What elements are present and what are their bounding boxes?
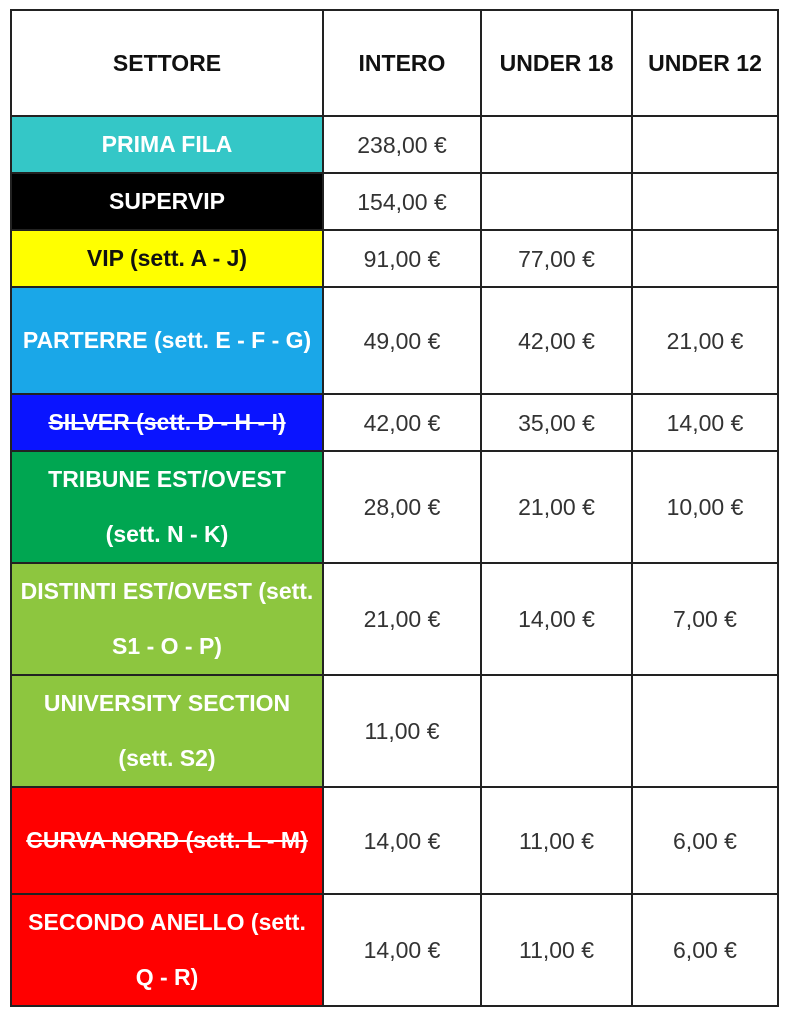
price-under-18: 11,00 € (481, 894, 632, 1006)
sector-cell (11, 173, 323, 230)
price-intero: 49,00 € (323, 287, 481, 394)
price-intero: 91,00 € (323, 230, 481, 287)
price-intero: 14,00 € (323, 787, 481, 894)
price-intero: 42,00 € (323, 394, 481, 451)
price-under-18: 14,00 € (481, 563, 632, 675)
header-under-12: UNDER 12 (632, 10, 778, 116)
sector-cell (11, 787, 323, 894)
price-under-12: 14,00 € (632, 394, 778, 451)
table-row (11, 230, 778, 287)
table-row (11, 675, 778, 787)
sector-cell (11, 451, 323, 563)
price-under-18: 77,00 € (481, 230, 632, 287)
price-under-12: 10,00 € (632, 451, 778, 563)
price-under-18: 35,00 € (481, 394, 632, 451)
sector-label: TRIBUNE EST/OVEST (sett. N - K) (48, 466, 286, 547)
sector-label: PRIMA FILA (101, 131, 233, 157)
header-settore: SETTORE (11, 10, 323, 116)
table-row (11, 563, 778, 675)
price-under-18: 11,00 € (481, 787, 632, 894)
table-row (11, 287, 778, 394)
table-row (11, 173, 778, 230)
price-intero: 154,00 € (323, 173, 481, 230)
table-row (11, 894, 778, 1006)
sector-label: PARTERRE (sett. E - F - G) (22, 327, 312, 353)
sector-label: CURVA NORD (sett. L - M) (26, 827, 308, 853)
sector-cell (11, 116, 323, 173)
sector-cell (11, 287, 323, 394)
sector-cell (11, 230, 323, 287)
price-under-12 (632, 116, 778, 173)
price-under-12: 6,00 € (632, 787, 778, 894)
table-row (11, 451, 778, 563)
price-under-18 (481, 116, 632, 173)
price-under-18 (481, 173, 632, 230)
price-intero: 11,00 € (323, 675, 481, 787)
table-row (11, 787, 778, 894)
table-row (11, 116, 778, 173)
price-intero: 14,00 € (323, 894, 481, 1006)
header-under-18: UNDER 18 (481, 10, 632, 116)
price-under-12: 6,00 € (632, 894, 778, 1006)
price-under-12 (632, 173, 778, 230)
sector-label: UNIVERSITY SECTION (sett. S2) (43, 690, 291, 771)
price-intero: 28,00 € (323, 451, 481, 563)
sector-cell (11, 394, 323, 451)
header-row (11, 10, 778, 116)
price-under-12 (632, 675, 778, 787)
table-row (11, 394, 778, 451)
header-intero: INTERO (323, 10, 481, 116)
sector-label: SUPERVIP (109, 188, 225, 214)
price-under-18: 42,00 € (481, 287, 632, 394)
price-under-18: 21,00 € (481, 451, 632, 563)
price-intero: 238,00 € (323, 116, 481, 173)
price-intero: 21,00 € (323, 563, 481, 675)
sector-cell (11, 675, 323, 787)
price-under-18 (481, 675, 632, 787)
price-under-12: 21,00 € (632, 287, 778, 394)
sector-label: VIP (sett. A - J) (86, 245, 248, 271)
price-under-12: 7,00 € (632, 563, 778, 675)
sector-cell (11, 894, 323, 1006)
price-table (10, 9, 779, 1007)
sector-label: DISTINTI EST/OVEST (sett. S1 - O - P) (20, 578, 314, 659)
price-under-12 (632, 230, 778, 287)
sector-cell (11, 563, 323, 675)
sector-label: SECONDO ANELLO (sett. Q - R) (28, 909, 306, 990)
sector-label: SILVER (sett. D - H - I) (48, 409, 286, 435)
